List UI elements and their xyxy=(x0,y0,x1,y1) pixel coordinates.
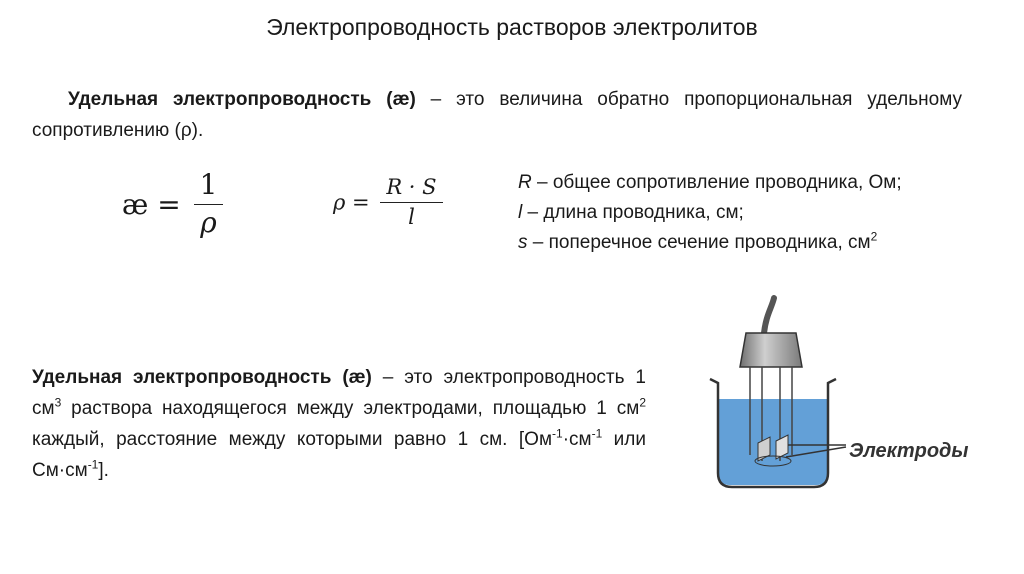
definition-item xyxy=(518,198,1018,228)
para2-text: – это электропроводность 1 см xyxy=(32,367,647,419)
formula1-denominator: ρ xyxy=(200,205,217,239)
formula1-lhs: æ = xyxy=(122,187,181,221)
definition-symbol: l xyxy=(518,202,523,223)
formula2-numerator: R · S xyxy=(380,176,442,203)
formula1-fraction xyxy=(194,170,224,239)
definition-item xyxy=(518,168,1018,198)
formula-resistivity xyxy=(333,176,443,229)
conductivity-cell-diagram xyxy=(700,295,1000,505)
para2-text: каждый, расстояние между которыми равно 1 см. [Ом xyxy=(32,429,553,450)
definition-symbol: s xyxy=(518,232,528,253)
definition-text: – общее сопротивление проводника, Ом; xyxy=(531,172,902,193)
para2-sup: 3 xyxy=(54,395,62,410)
definition-symbol: R xyxy=(518,172,532,193)
cable xyxy=(764,298,774,333)
para2-term: Удельная электропроводность (æ) xyxy=(32,367,372,388)
intro-text: – это величина обратно пропорциональная удельному сопротивлению (ρ). xyxy=(32,89,962,141)
intro-term: Удельная электропроводность (æ) xyxy=(68,89,416,110)
formula1-numerator: 1 xyxy=(194,170,224,205)
electrodes-label: Электроды xyxy=(849,440,969,462)
formula2-lhs: ρ = xyxy=(333,190,370,215)
formula2-denominator: l xyxy=(408,205,415,230)
formula2-fraction xyxy=(380,176,442,229)
definition-item xyxy=(518,228,1018,258)
solution xyxy=(718,399,828,485)
para2-text: или См·см xyxy=(32,429,646,481)
definition-sup: 2 xyxy=(870,229,878,244)
page-title: Электропроводность растворов электролитов xyxy=(266,14,758,40)
para2-text: раствора находящегося между электродами, площадью 1 см xyxy=(61,398,640,419)
para2-sup: -1 xyxy=(87,457,99,472)
definition-paragraph xyxy=(32,362,646,486)
definitions-list xyxy=(518,168,1018,258)
para2-text: ]. xyxy=(98,460,109,481)
para2-sup: -1 xyxy=(591,426,603,441)
para2-sup: 2 xyxy=(639,395,646,410)
electrode-cap xyxy=(740,333,802,367)
formula-conductivity xyxy=(122,170,223,239)
intro-paragraph xyxy=(32,84,962,146)
para2-sup: -1 xyxy=(552,426,563,441)
definition-text: – поперечное сечение проводника, см xyxy=(527,232,871,253)
definition-text: – длина проводника, см; xyxy=(522,202,744,223)
para2-text: ·см xyxy=(562,429,592,450)
